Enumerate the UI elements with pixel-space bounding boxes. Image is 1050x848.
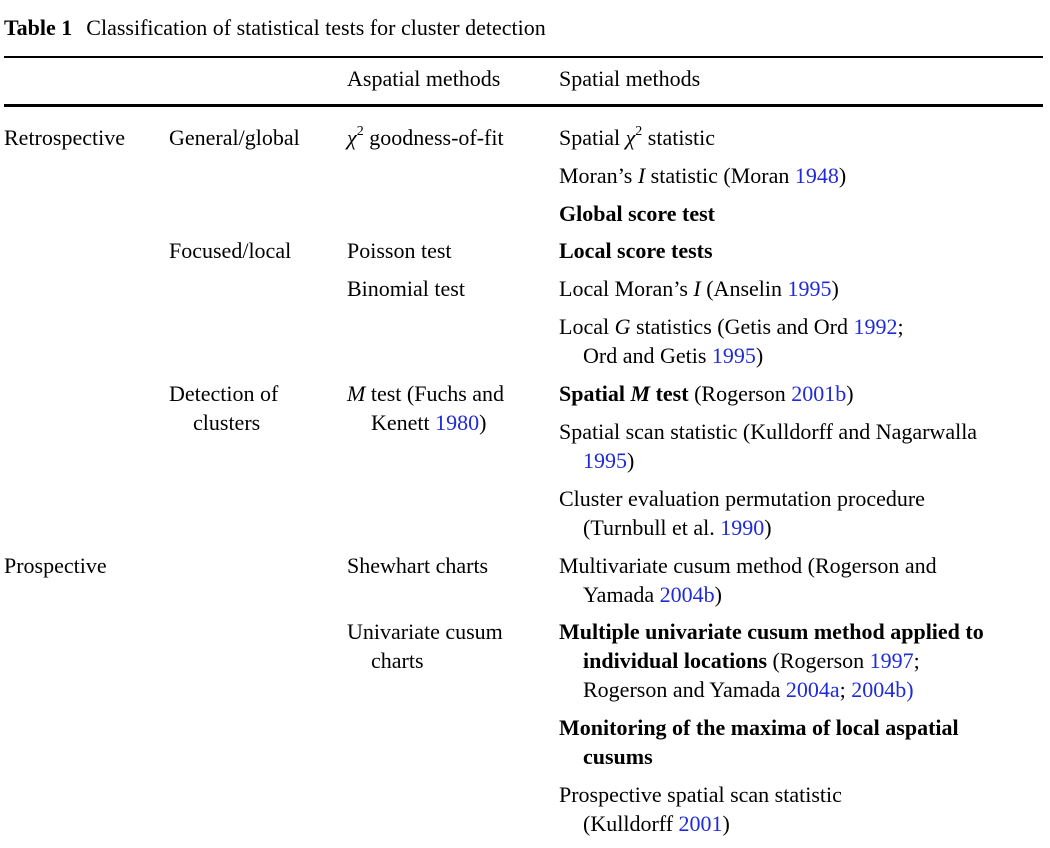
text: Spatial [559, 125, 626, 150]
text: (Turnbull et al. [583, 515, 721, 540]
citation-link[interactable]: 1995 [787, 276, 832, 301]
citation-link[interactable]: 1997 [869, 648, 914, 673]
cell-multivariate: Multivariate cusum method (Rogerson and [559, 553, 937, 578]
text: Rogerson and Yamada [583, 677, 786, 702]
text: test (Fuchs and [365, 381, 505, 406]
cell-focused-local: Focused/local [169, 238, 292, 263]
cell-moran: Moran’s I statistic (Moran 1948) [559, 163, 847, 188]
table-title: Classification of statistical tests for cluster detection [86, 15, 546, 40]
cell-shewhart: Shewhart charts [347, 553, 489, 578]
row-retrospective: Retrospective [4, 125, 125, 150]
cell-chi-gof [347, 123, 504, 152]
cell-spatial-chi [559, 123, 715, 152]
citation-link[interactable]: 2001b [791, 381, 847, 406]
header-rule [4, 104, 1043, 107]
text: statistic [642, 125, 716, 150]
text: statistic (Moran [645, 163, 795, 188]
cell-local-moran: Local Moran’s I (Anselin 1995) [559, 276, 839, 301]
cell-m-test-cont: Kenett 1980) [371, 410, 487, 435]
citation-link[interactable]: 1990 [720, 515, 765, 540]
cell-general-global: General/global [169, 125, 300, 150]
cell-local-score: Local score tests [559, 238, 713, 263]
cell-detection-cont: clusters [193, 410, 261, 435]
text: statistics (Getis and Ord [630, 314, 854, 339]
cell-scan-cont: 1995) [583, 448, 635, 473]
gof-text: goodness-of-fit [363, 125, 504, 150]
cell-multiple-univariate-cont2: Rogerson and Yamada 2004a; 2004b) [583, 677, 914, 702]
cell-local-g: Local G statistics (Getis and Ord 1992; [559, 314, 904, 339]
italic-I: I [693, 276, 701, 301]
cell-prospective-scan: Prospective spatial scan statistic [559, 782, 842, 807]
cell-prospective-scan-cont: (Kulldorff 2001) [583, 811, 730, 836]
table-caption [4, 15, 546, 41]
cell-multivariate-cont: Yamada 2004b) [583, 582, 722, 607]
text: Local Moran’s [559, 276, 694, 301]
citation-link[interactable]: 1948 [794, 163, 839, 188]
row-prospective: Prospective [4, 553, 107, 578]
italic-M: M [630, 381, 651, 406]
text: Spatial [559, 381, 631, 406]
chi-symbol: χ [347, 125, 357, 150]
header-aspatial: Aspatial methods [347, 66, 501, 91]
italic-I: I [637, 163, 646, 188]
cell-global-score: Global score test [559, 201, 716, 226]
cell-poisson: Poisson test [347, 238, 452, 263]
text: individual locations [583, 648, 768, 673]
cell-univariate: Univariate cusum [347, 619, 503, 644]
citation-link[interactable]: 1995 [711, 343, 756, 368]
header-spatial: Spatial methods [559, 66, 701, 91]
superscript: 2 [356, 124, 364, 139]
text: (Anselin [700, 276, 788, 301]
text: (Rogerson [688, 381, 792, 406]
cell-cluster-eval: Cluster evaluation permutation procedure [559, 486, 925, 511]
text: test [650, 381, 689, 406]
citation-link[interactable]: 1995 [583, 448, 627, 473]
text: Ord and Getis [583, 343, 712, 368]
italic-G: G [614, 314, 631, 339]
citation-link[interactable]: 2004b) [851, 677, 914, 702]
cell-monitoring-cont: cusums [583, 744, 653, 769]
cell-m-test [347, 379, 504, 408]
cell-spatial-m: Spatial M test (Rogerson 2001b) [559, 381, 854, 406]
chi-symbol: χ [625, 125, 636, 150]
text: Yamada [583, 582, 660, 607]
citation-link[interactable]: 1980 [435, 410, 480, 435]
citation-link[interactable]: 2004a [785, 677, 840, 702]
citation-link[interactable]: 2004b [659, 582, 715, 607]
cell-monitoring: Monitoring of the maxima of local aspatial [559, 715, 959, 740]
top-rule [4, 56, 1043, 58]
citation-link[interactable]: 2001 [678, 811, 723, 836]
italic-M: M [347, 381, 366, 406]
text: Moran’s [559, 163, 638, 188]
text: (Kulldorff [583, 811, 679, 836]
cell-cluster-eval-cont: (Turnbull et al. 1990) [583, 515, 772, 540]
cell-univariate-cont: charts [371, 648, 424, 673]
citation-link[interactable]: 1992 [853, 314, 898, 339]
cell-multiple-univariate-cont: individual locations (Rogerson 1997; [583, 648, 920, 673]
text: (Rogerson [767, 648, 870, 673]
text: Kenett [371, 410, 436, 435]
cell-local-g-cont: Ord and Getis 1995) [583, 343, 764, 368]
cell-binomial: Binomial test [347, 276, 465, 301]
text: Local [559, 314, 615, 339]
superscript: 2 [635, 124, 643, 139]
cell-multiple-univariate: Multiple univariate cusum method applied to [559, 619, 984, 644]
table-label: Table 1 [4, 15, 73, 40]
cell-scan: Spatial scan statistic (Kulldorff and Nagarwalla [559, 419, 978, 444]
cell-detection: Detection of [169, 381, 279, 406]
